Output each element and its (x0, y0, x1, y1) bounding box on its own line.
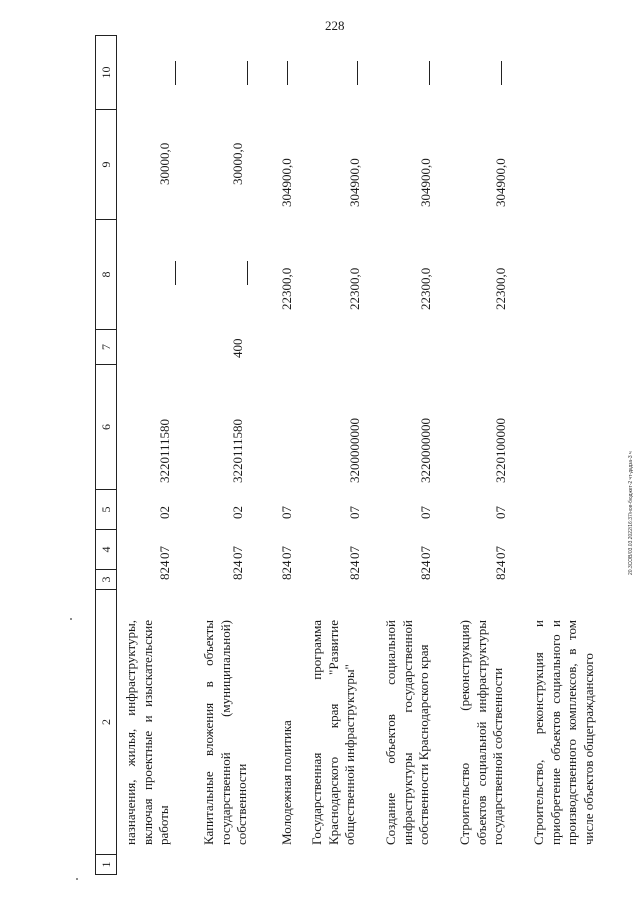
cell-c3: 824 (279, 560, 294, 580)
header-col-8: 8 (96, 220, 116, 330)
cell-c6: 3200000000 (347, 418, 362, 483)
header-col-1: 1 (96, 855, 116, 875)
table-row-partial (525, 565, 640, 875)
cell-c4: 07 (493, 546, 508, 559)
scan-speck (76, 878, 78, 880)
cell-c9: 304900,0 (493, 158, 508, 207)
header-col-7: 7 (96, 330, 116, 365)
header-col-5: 5 (96, 490, 116, 530)
dash-c8 (175, 261, 176, 285)
dash-c10 (357, 61, 358, 85)
cell-c5: 02 (230, 506, 245, 519)
side-note: 20.3СОВ/03.03.2022/16:37/нов-бюджет-2 чт-дкдза-3 ч (628, 451, 634, 575)
header-col-10: 10 (96, 35, 116, 110)
cell-c5: 07 (418, 506, 433, 519)
cell-c8: 22300,0 (279, 267, 294, 310)
dash-c10 (429, 61, 430, 85)
header-col-2: 2 (96, 590, 116, 855)
row-description: Строительство (реконструкция) объектов социальной инфраструктуры государственной собственности (457, 620, 505, 845)
row-description: Строительство, реконструкция и приобретение объектов социального и производственного комплексов, в том числе объектов общегражданского (531, 620, 596, 845)
cell-c3: 824 (157, 560, 172, 580)
header-col-9: 9 (96, 110, 116, 220)
cell-c3: 824 (418, 560, 433, 580)
dash-c10 (501, 61, 502, 85)
row-description: Капитальные вложения в объекты государственной (муниципальной) собственности (201, 620, 249, 845)
cell-c3: 824 (493, 560, 508, 580)
cell-c4: 07 (157, 546, 172, 559)
cell-c9: 30000,0 (230, 142, 245, 185)
scan-speck (70, 618, 72, 620)
row-description: назначения, жилья, инфраструктуры, включая проектные и изыскательские работы (123, 620, 171, 845)
dash-c10 (175, 61, 176, 85)
cell-c5: 02 (157, 506, 172, 519)
cell-c9: 304900,0 (279, 158, 294, 207)
cell-c4: 07 (230, 546, 245, 559)
cell-c9: 30000,0 (157, 142, 172, 185)
cell-c6: 3220111580 (230, 418, 245, 483)
cell-c6: 3220100000 (493, 418, 508, 483)
cell-c8: 22300,0 (493, 267, 508, 310)
cell-c8: 22300,0 (418, 267, 433, 310)
cell-c5: 07 (347, 506, 362, 519)
budget-table (95, 35, 525, 875)
row-description: Государственная программа Краснодарского края "Развитие общественной инфраструктуры" (309, 620, 357, 845)
dash-c10 (287, 61, 288, 85)
cell-c5: 07 (279, 506, 294, 519)
page-number: 228 (325, 18, 345, 33)
row-description: Создание объектов социальной инфраструктуры государственной собственности Краснодарского края (383, 620, 431, 845)
cell-c8: 22300,0 (347, 267, 362, 310)
cell-c6: 3220111580 (157, 418, 172, 483)
row-description: Молодежная политика (279, 720, 294, 845)
cell-c4: 07 (418, 546, 433, 559)
table-header (95, 35, 117, 875)
cell-c5: 07 (493, 506, 508, 519)
cell-c4: 07 (347, 546, 362, 559)
cell-c6: 3220000000 (418, 418, 433, 483)
cell-c3: 824 (347, 560, 362, 580)
dash-c8 (247, 261, 248, 285)
header-col-3: 3 (96, 570, 116, 590)
header-col-6: 6 (96, 365, 116, 490)
cell-c7: 400 (230, 338, 245, 358)
header-col-4: 4 (96, 530, 116, 570)
cell-c4: 07 (279, 546, 294, 559)
cell-c3: 824 (230, 560, 245, 580)
cell-c9: 304900,0 (418, 158, 433, 207)
cell-c9: 304900,0 (347, 158, 362, 207)
dash-c10 (247, 61, 248, 85)
